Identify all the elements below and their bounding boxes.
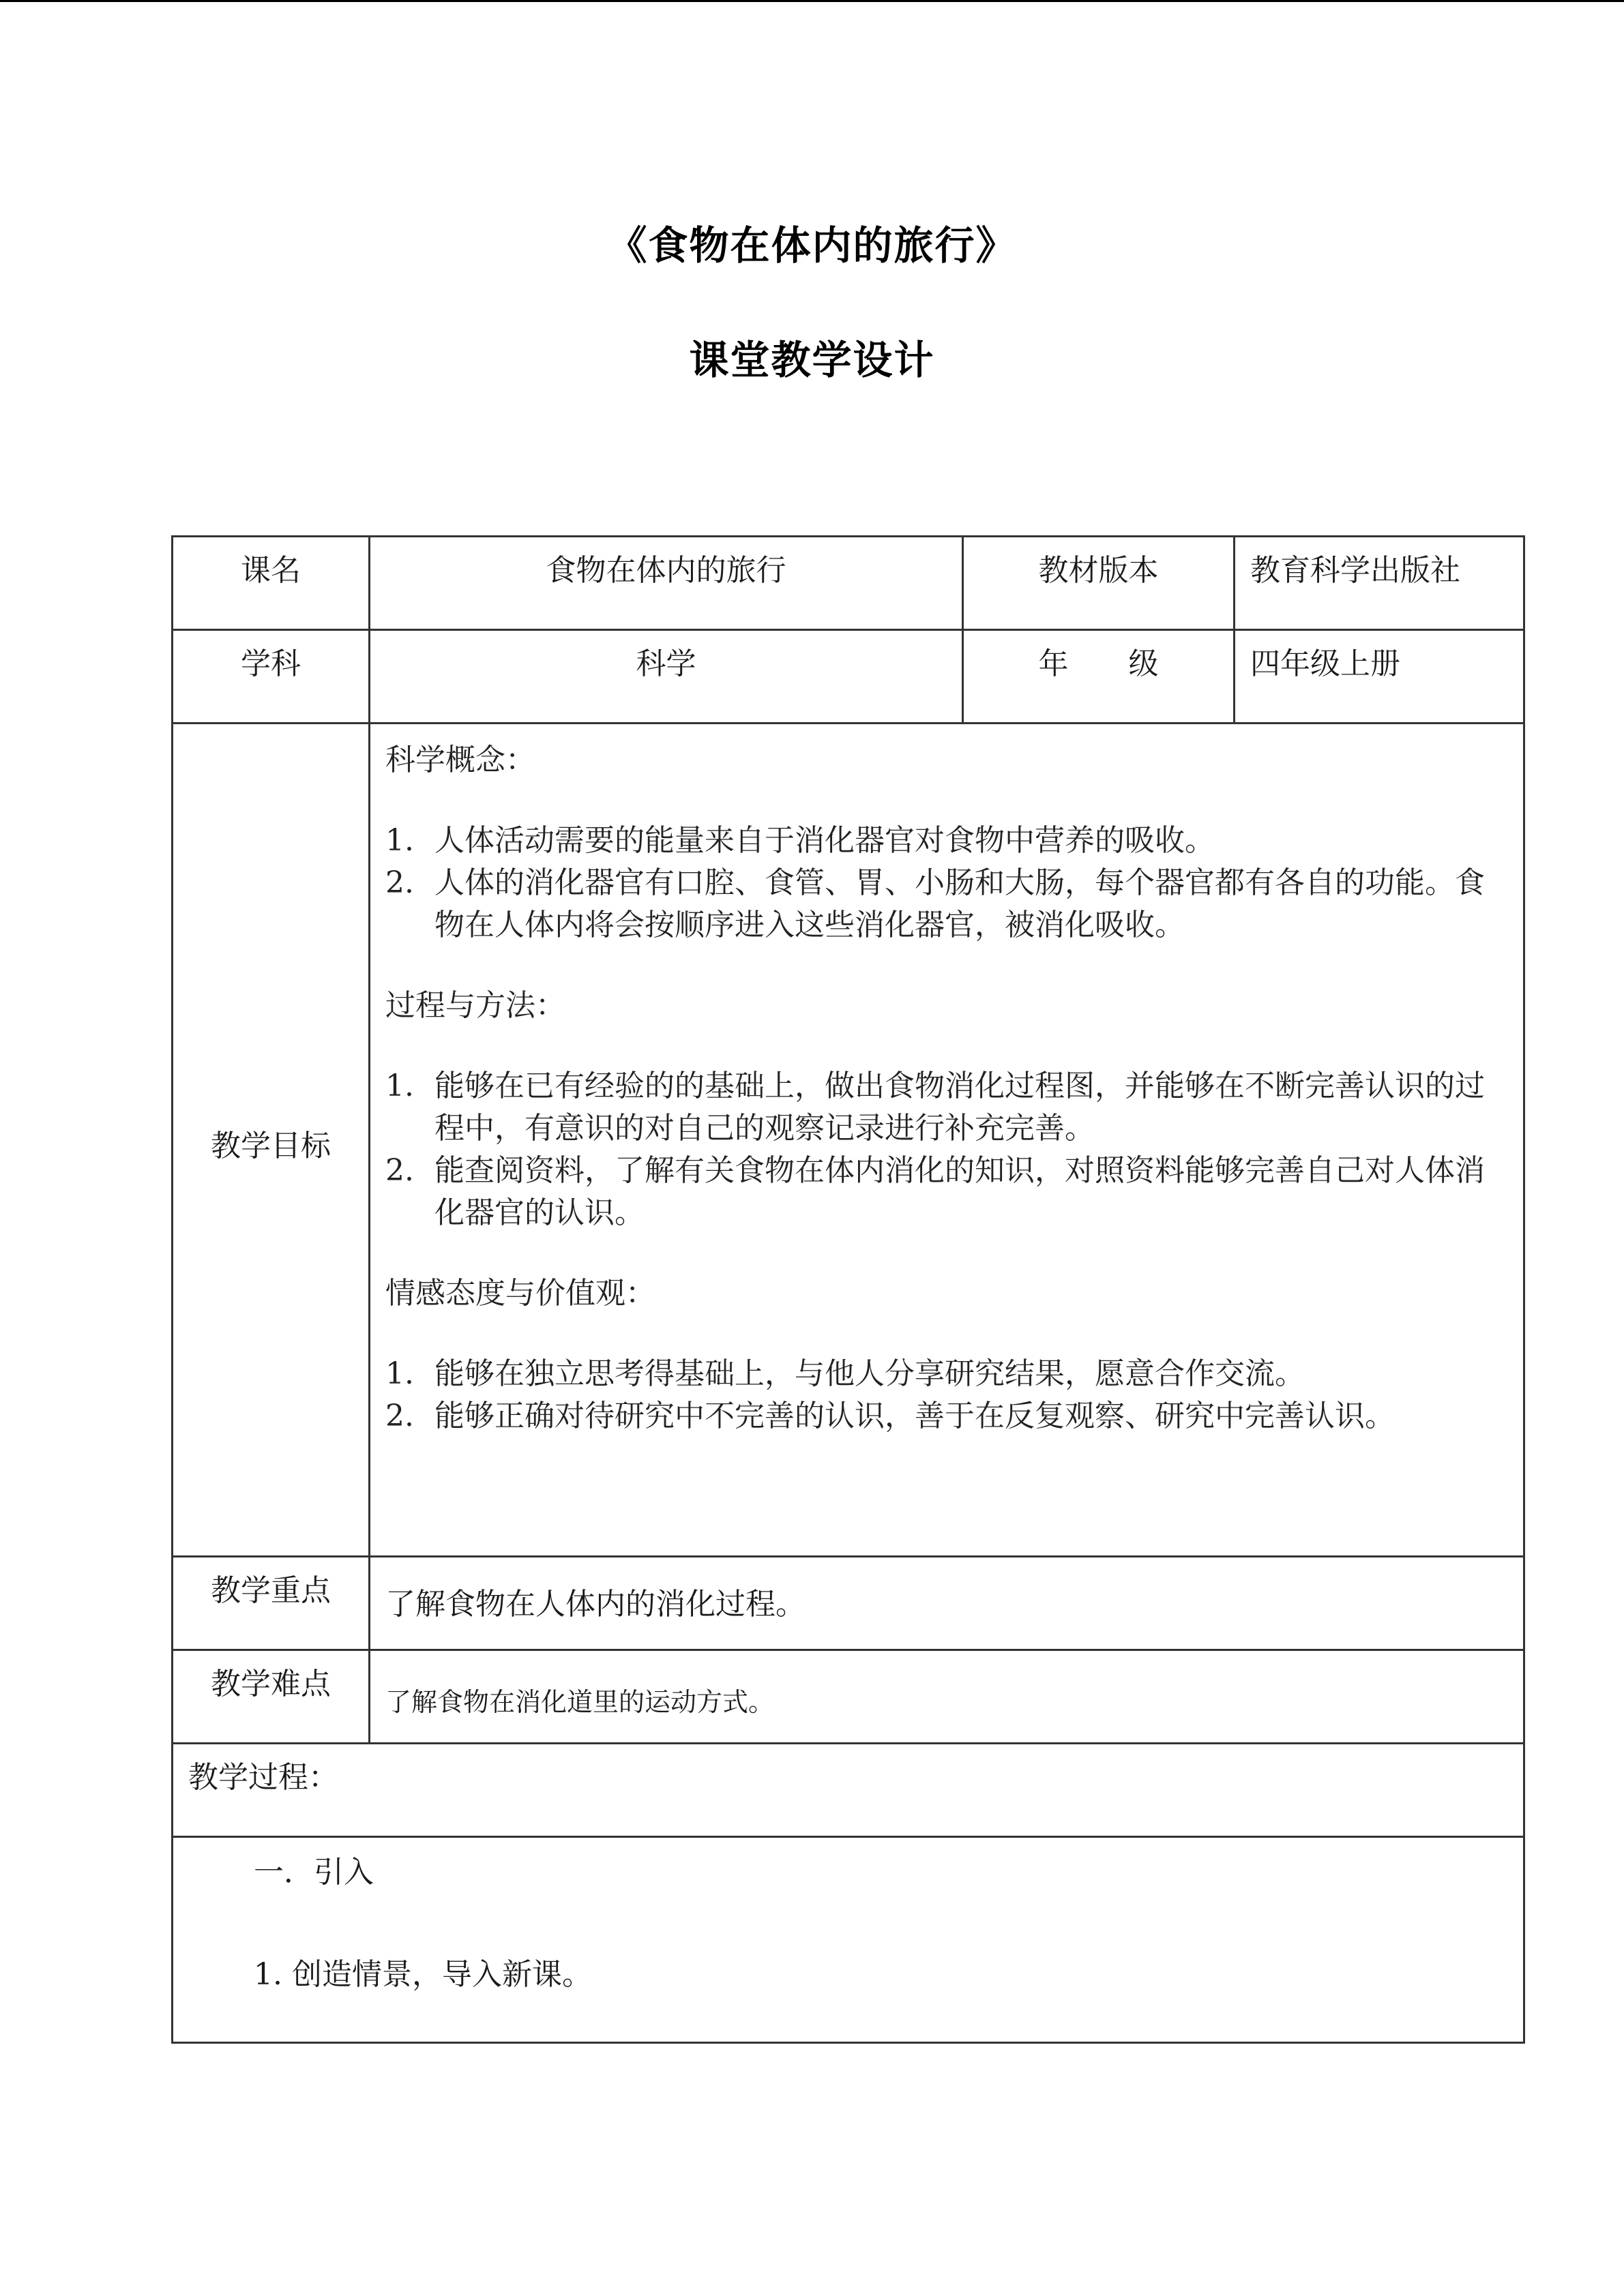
goals-list <box>385 1353 1496 1437</box>
goals-content <box>370 724 1524 1557</box>
course-label: 课名 <box>173 537 370 630</box>
course-value: 食物在体内的旅行 <box>370 537 963 630</box>
grade-value: 四年级上册 <box>1235 630 1524 724</box>
list-item-number: 1. <box>385 1356 414 1391</box>
table-row <box>173 724 1524 1557</box>
table-row <box>173 537 1524 630</box>
grade-label: 年 级 <box>963 630 1235 724</box>
focus-label: 教学重点 <box>173 1557 370 1650</box>
list-item-text: 能够在已有经验的的基础上，做出食物消化过程图，并能够在不断完善认识的过程中，有意识的对自己的观察记录进行补充完善。 <box>434 1069 1485 1146</box>
goals-list <box>385 1065 1496 1234</box>
document-subtitle: 课堂教学设计 <box>689 337 935 383</box>
document-title: 《食物在体内的旅行》 <box>607 222 1017 269</box>
list-item <box>385 1353 1496 1395</box>
process-heading: 教学过程： <box>173 1744 1524 1837</box>
list-item <box>385 820 1496 862</box>
edition-label: 教材版本 <box>963 537 1235 630</box>
list-item-text: 能查阅资料，了解有关食物在体内消化的知识，对照资料能够完善自己对人体消化器官的认识。 <box>434 1153 1485 1230</box>
list-item-number: 1. <box>385 823 414 858</box>
goals-section-heading: 科学概念： <box>385 743 535 777</box>
table-row <box>173 630 1524 724</box>
difficulty-label: 教学难点 <box>173 1650 370 1744</box>
intro-step: 1. 创造情景，导入新课。 <box>254 1957 592 1992</box>
subject-label: 学科 <box>173 630 370 724</box>
goals-label: 教学目标 <box>173 724 370 1557</box>
table-row <box>173 1744 1524 1837</box>
list-item-text: 人体活动需要的能量来自于消化器官对食物中营养的吸收。 <box>434 823 1215 858</box>
edition-value: 教育科学出版社 <box>1235 537 1524 630</box>
list-item-text: 人体的消化器官有口腔、食管、胃、小肠和大肠，每个器官都有各自的功能。食物在人体内将会按顺序进入这些消化器官，被消化吸收。 <box>434 865 1485 942</box>
list-item-number: 2. <box>385 865 414 900</box>
intro-title: 一．引入 <box>254 1855 374 1890</box>
goals-section-heading: 情感态度与价值观： <box>385 1276 655 1311</box>
list-item-number: 1. <box>385 1069 414 1103</box>
list-item-number: 2. <box>385 1153 414 1188</box>
difficulty-value: 了解食物在消化道里的运动方式。 <box>370 1650 1524 1744</box>
list-item-text: 能够在独立思考得基础上，与他人分享研究结果，愿意合作交流。 <box>434 1356 1305 1391</box>
goals-list <box>385 820 1496 946</box>
list-item <box>385 1065 1496 1150</box>
subject-value: 科学 <box>370 630 963 724</box>
table-row <box>173 1837 1524 2043</box>
lesson-plan-table <box>171 535 1525 2044</box>
list-item <box>385 1150 1496 1234</box>
list-item <box>385 1395 1496 1437</box>
list-item-text: 能够正确对待研究中不完善的认识，善于在反复观察、研究中完善认识。 <box>434 1399 1395 1433</box>
focus-value: 了解食物在人体内的消化过程。 <box>370 1557 1524 1650</box>
list-item <box>385 862 1496 946</box>
table-row <box>173 1650 1524 1744</box>
intro-section <box>173 1837 1524 2043</box>
table-row <box>173 1557 1524 1650</box>
goals-section-heading: 过程与方法： <box>385 988 565 1023</box>
list-item-number: 2. <box>385 1399 414 1433</box>
